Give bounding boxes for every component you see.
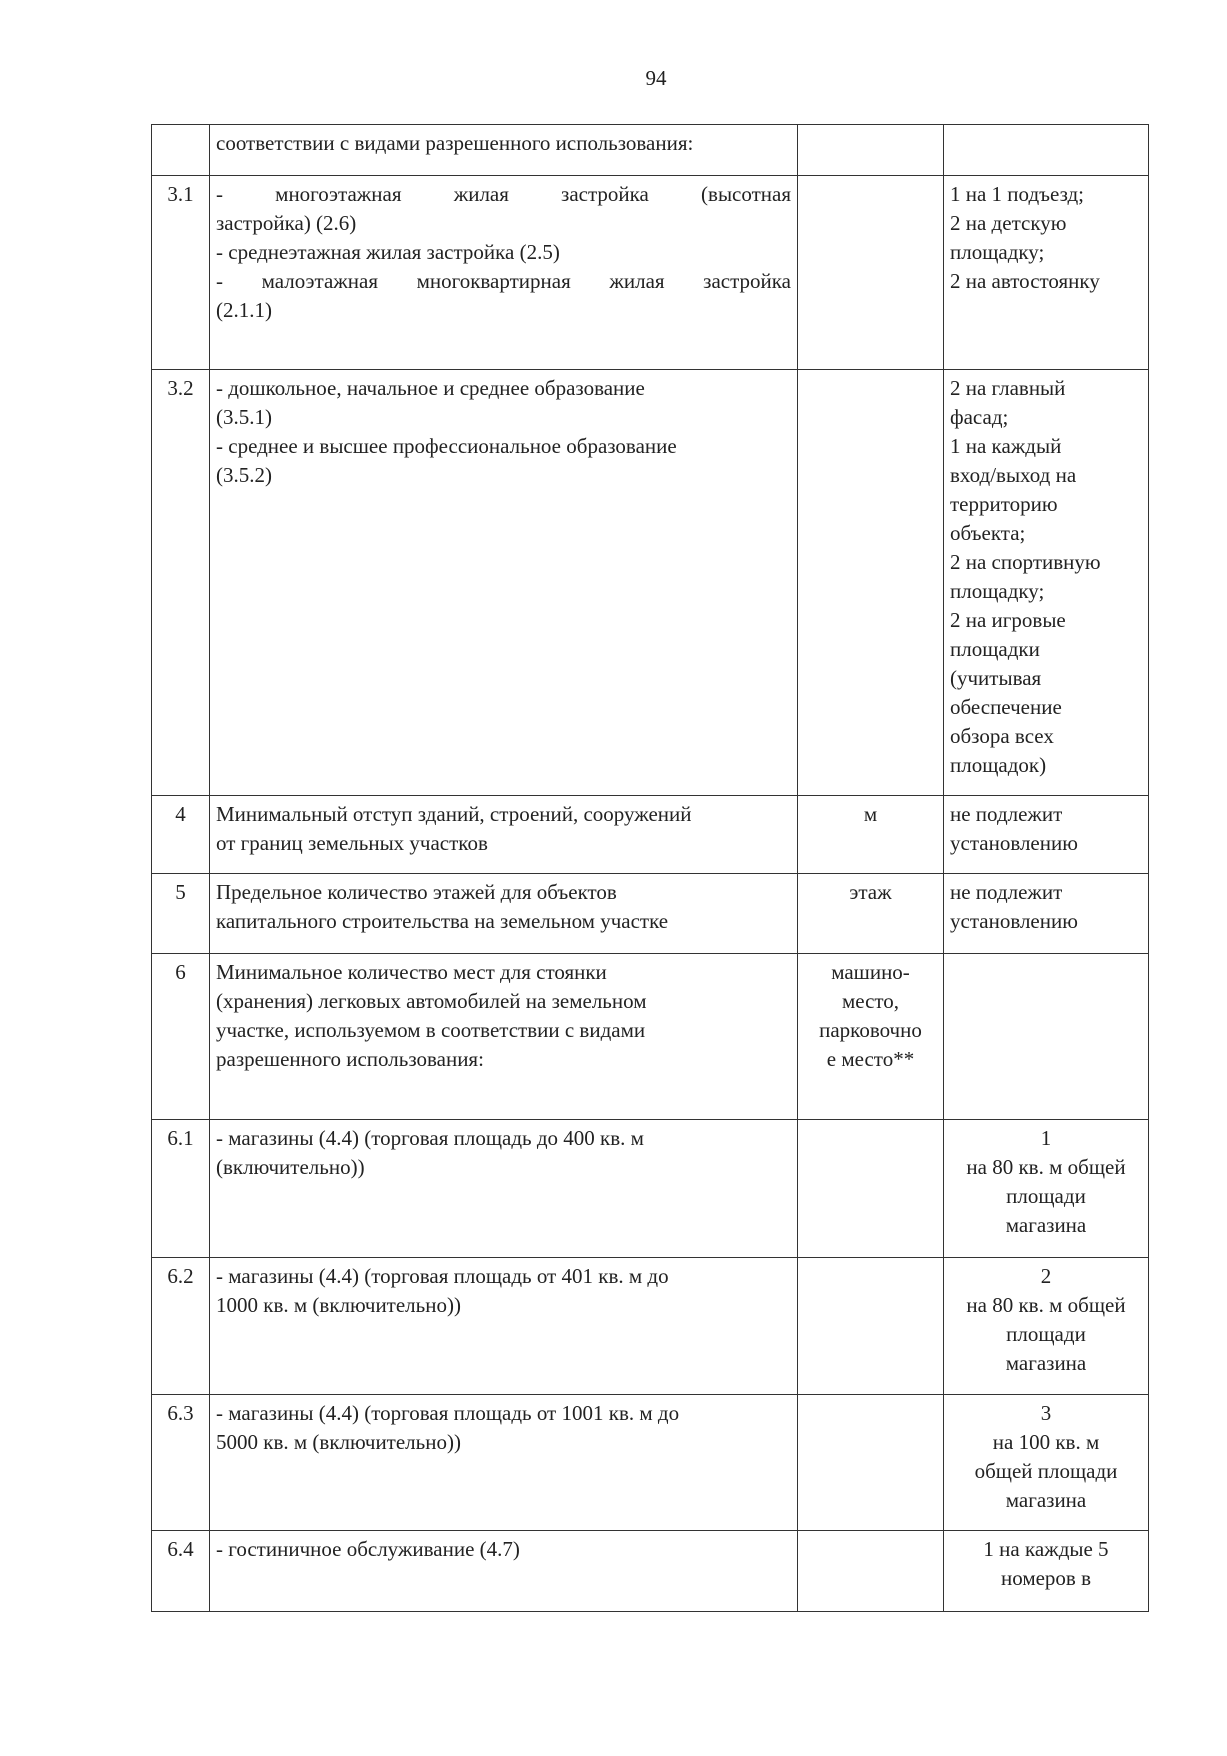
desc-line: - среднее и высшее профессиональное образование [216, 434, 677, 458]
row-number [152, 370, 210, 796]
unit-cell [798, 1120, 944, 1258]
parameter-description [210, 1395, 798, 1531]
value-cell [944, 1120, 1149, 1258]
table-row [152, 954, 1149, 1120]
value-line: фасад; [950, 405, 1009, 429]
page-number: 94 [645, 66, 667, 90]
desc-line: 5000 кв. м (включительно)) [216, 1430, 461, 1454]
row-number [152, 176, 210, 370]
desc-line: Минимальное количество мест для стоянки [216, 960, 607, 984]
parameter-description [210, 1120, 798, 1258]
value-line: на 80 кв. м общей [966, 1155, 1126, 1179]
value-line: 2 на спортивную [950, 550, 1101, 574]
table-row [152, 874, 1149, 954]
unit-line: е место** [826, 1047, 915, 1071]
desc-line: - гостиничное обслуживание (4.7) [216, 1537, 520, 1561]
unit-cell [798, 370, 944, 796]
value-line: не подлежит [950, 802, 1063, 826]
unit-cell [798, 954, 944, 1120]
unit-cell [798, 874, 944, 954]
row-number-text: 6.2 [167, 1264, 194, 1288]
value-line: вход/выход на [950, 463, 1077, 487]
desc-line: Минимальный отступ зданий, строений, сооружений [216, 802, 692, 826]
unit-cell [798, 1531, 944, 1612]
desc-line: капитального строительства на земельном участке [216, 909, 669, 933]
desc-line: - малоэтажная многоквартирная жилая застройка [216, 269, 791, 293]
row-number-text: 3.2 [167, 376, 194, 400]
table-row [152, 176, 1149, 370]
desc-line: Предельное количество этажей для объектов [216, 880, 617, 904]
value-cell [944, 370, 1149, 796]
desc-line: 1000 кв. м (включительно)) [216, 1293, 461, 1317]
value-line: 1 на каждый [950, 434, 1062, 458]
row-number [152, 1120, 210, 1258]
row-number-text: 6.3 [167, 1401, 194, 1425]
value-line: общей площади [974, 1459, 1118, 1483]
value-line: площадки [950, 637, 1040, 661]
value-cell [944, 1395, 1149, 1531]
table-row [152, 796, 1149, 874]
row-number [152, 1395, 210, 1531]
unit-cell [798, 1258, 944, 1395]
row-number [152, 1531, 210, 1612]
desc-line: (3.5.2) [216, 463, 272, 487]
desc-line: - магазины (4.4) (торговая площадь от 1001 кв. м до [216, 1401, 680, 1425]
parameter-description [210, 874, 798, 954]
unit-cell [798, 796, 944, 874]
value-line: площадок) [950, 753, 1047, 777]
table-row [152, 1258, 1149, 1395]
unit-line: этаж [849, 880, 892, 904]
desc-line: - многоэтажная жилая застройка (высотная [216, 182, 791, 206]
desc-line: (включительно)) [216, 1155, 365, 1179]
value-line: 3 [1040, 1401, 1052, 1425]
unit-line: место, [841, 989, 900, 1013]
value-line: установлению [950, 909, 1078, 933]
table-row [152, 370, 1149, 796]
unit-line: машино- [831, 960, 910, 984]
value-cell [944, 874, 1149, 954]
value-cell [944, 125, 1149, 176]
value-line: на 100 кв. м [992, 1430, 1100, 1454]
value-cell [944, 796, 1149, 874]
value-line: площади [1006, 1184, 1086, 1208]
value-line: территорию [950, 492, 1058, 516]
desc-line: (3.5.1) [216, 405, 272, 429]
value-line: магазина [1005, 1488, 1087, 1512]
value-line: на 80 кв. м общей [966, 1293, 1126, 1317]
parameter-description [210, 125, 798, 176]
parameter-description [210, 1258, 798, 1395]
unit-cell [798, 1395, 944, 1531]
desc-line: - дошкольное, начальное и среднее образование [216, 376, 645, 400]
regulations-table [151, 124, 1149, 1612]
unit-cell [798, 125, 944, 176]
table-row [152, 125, 1149, 176]
row-number-text: 6 [175, 960, 186, 984]
value-line: магазина [1005, 1213, 1087, 1237]
value-cell [944, 954, 1149, 1120]
unit-line: парковочно [819, 1018, 922, 1042]
value-cell [944, 176, 1149, 370]
value-line: 2 на игровые [950, 608, 1066, 632]
row-number-text: 6.1 [167, 1126, 194, 1150]
row-number [152, 954, 210, 1120]
value-line: 2 на главный [950, 376, 1066, 400]
desc-line: разрешенного использования: [216, 1047, 484, 1071]
value-cell [944, 1258, 1149, 1395]
table-row [152, 1395, 1149, 1531]
value-line: обеспечение [950, 695, 1062, 719]
row-number [152, 796, 210, 874]
desc-line: - магазины (4.4) (торговая площадь до 400 кв. м [216, 1126, 644, 1150]
row-number-text: 6.4 [167, 1537, 194, 1561]
parameter-description [210, 1531, 798, 1612]
value-line: установлению [950, 831, 1078, 855]
parameter-description [210, 796, 798, 874]
value-line: обзора всех [950, 724, 1054, 748]
value-line: площадку; [950, 579, 1045, 603]
row-number [152, 874, 210, 954]
value-line: 1 на каждые 5 [983, 1537, 1109, 1561]
table-row [152, 1120, 1149, 1258]
unit-line: м [863, 802, 878, 826]
desc-line: (хранения) легковых автомобилей на земельном [216, 989, 647, 1013]
row-number-text: 3.1 [167, 182, 194, 206]
value-line: 2 [1040, 1264, 1052, 1288]
value-line: 2 на детскую [950, 211, 1067, 235]
value-cell [944, 1531, 1149, 1612]
parameter-description [210, 176, 798, 370]
row-number-text: 4 [175, 802, 186, 826]
value-line: площадку; [950, 240, 1045, 264]
desc-line: (2.1.1) [216, 298, 272, 322]
row-number [152, 125, 210, 176]
value-line: площади [1006, 1322, 1086, 1346]
parameter-description [210, 954, 798, 1120]
value-line: не подлежит [950, 880, 1063, 904]
table-row [152, 1531, 1149, 1612]
desc-line: участке, используемом в соответствии с видами [216, 1018, 646, 1042]
value-line: объекта; [950, 521, 1026, 545]
row-number-text: 5 [175, 880, 186, 904]
unit-cell [798, 176, 944, 370]
value-line: (учитывая [950, 666, 1042, 690]
value-line: 1 на 1 подъезд; [950, 182, 1084, 206]
row-number [152, 1258, 210, 1395]
desc-line: - магазины (4.4) (торговая площадь от 401 кв. м до [216, 1264, 669, 1288]
desc-line: от границ земельных участков [216, 831, 488, 855]
value-line: 1 [1040, 1126, 1052, 1150]
desc-line: - среднеэтажная жилая застройка (2.5) [216, 240, 560, 264]
desc-line: соответствии с видами разрешенного использования: [216, 131, 694, 155]
value-line: номеров в [1000, 1566, 1092, 1590]
value-line: магазина [1005, 1351, 1087, 1375]
desc-line: застройка) (2.6) [216, 211, 357, 235]
parameter-description [210, 370, 798, 796]
value-line: 2 на автостоянку [950, 269, 1100, 293]
